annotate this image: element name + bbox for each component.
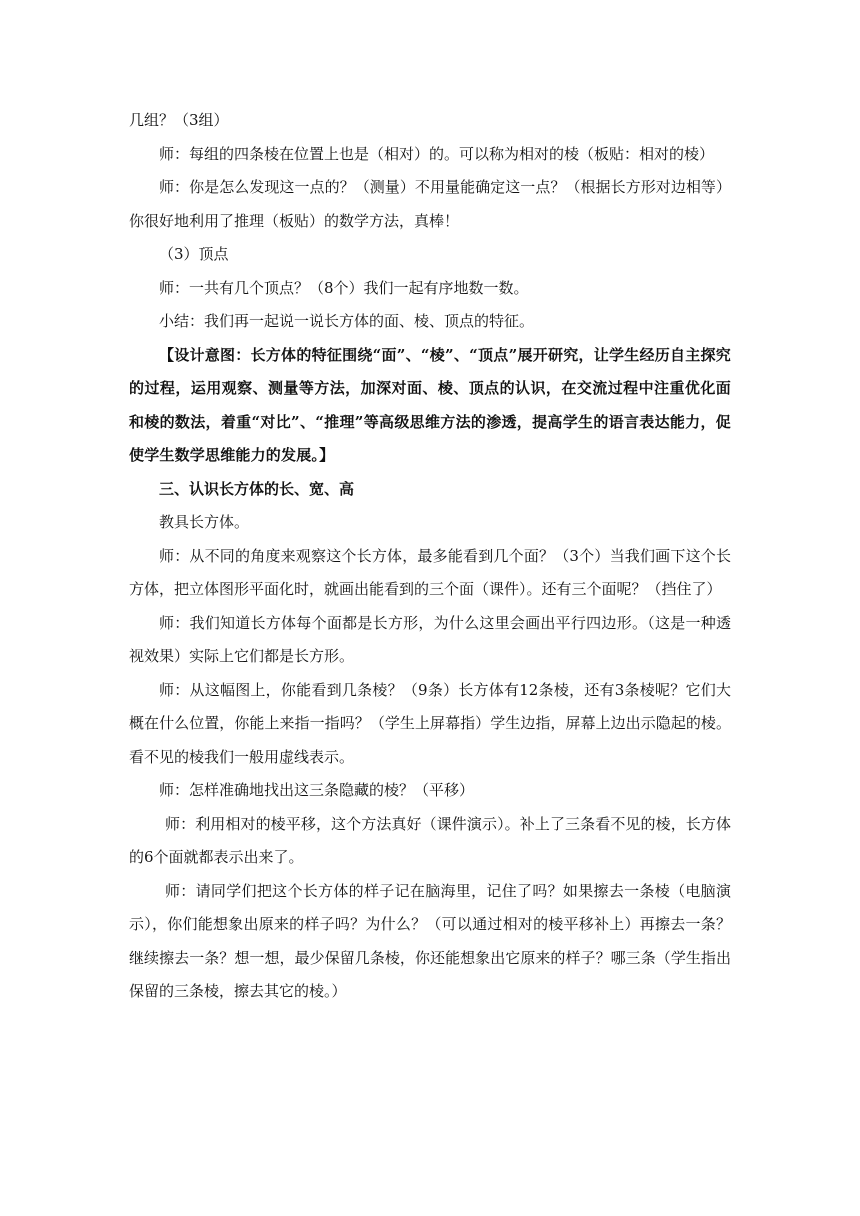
paragraph-teaching-aid: 教具长方体。 [159,513,250,531]
paragraph-summary: 小结：我们再一起说一说长方体的面、棱、顶点的特征。 [159,312,535,330]
paragraph-hidden-edges: 师：从这幅图上，你能看到几条棱？（9条）长方体有12条棱，还有3条棱呢？它们大概在什么位置，你能上来指一指吗？（学生上屏幕指）学生边指，屏幕上边出示隐起的棱。看不见的棱我们一般用虚线表示。 [129,680,731,766]
document-body [129,104,731,1009]
section-heading: 三、认识长方体的长、宽、高 [159,479,355,498]
paragraph-translation: 师：怎样准确地找出这三条隐藏的棱？（平移） [159,781,475,799]
paragraph-complete-faces: 师：利用相对的棱平移，这个方法真好（课件演示）。补上了三条看不见的棱，长方体的6个面就都表示出来了。 [129,814,731,866]
subheading-vertices: （3）顶点 [159,245,229,263]
paragraph-imagine-shape: 师：请同学们把这个长方体的样子记在脑海里，记住了吗？如果擦去一条棱（电脑演示），你们能想象出原来的样子吗？为什么？（可以通过相对的棱平移补上）再擦去一条？继续擦去一条？想一想，最少保留几条棱，你还能想象出它原来的样子？哪三条（学生指出保留的三条棱，擦去其它的棱。） [129,881,731,1000]
paragraph-continuation: 几组？（3组） [129,111,229,129]
paragraph-opposite-edges: 师：每组的四条棱在位置上也是（相对）的。可以称为相对的棱（板贴：相对的棱） [159,144,715,163]
design-intent-note: 【设计意图：长方体的特征围绕“面”、“棱”、“顶点”展开研究，让学生经历自主探究的过程，运用观察、测量等方法，加深对面、棱、顶点的认识，在交流过程中注重优化面和棱的数法，着重“对比”、“推理”等高级思维方法的渗透，提高学生的语言表达能力，促使学生数学思维能力的发展。】 [129,345,731,464]
paragraph-vertex-count: 师：一共有几个顶点？（8个）我们一起有序地数一数。 [159,278,529,297]
paragraph-reasoning: 师：你是怎么发现这一点的？（测量）不用量能确定这一点？（根据长方形对边相等）你很好地利用了推理（板贴）的数学方法，真棒！ [129,178,731,230]
paragraph-faces: 师：从不同的角度来观察这个长方体，最多能看到几个面？（3个）当我们画下这个长方体，把立体图形平面化时，就画出能看到的三个面（课件）。还有三个面呢？（挡住了） [129,546,731,598]
paragraph-perspective: 师：我们知道长方体每个面都是长方形，为什么这里会画出平行四边形。（这是一种透视效果）实际上它们都是长方形。 [129,613,731,665]
